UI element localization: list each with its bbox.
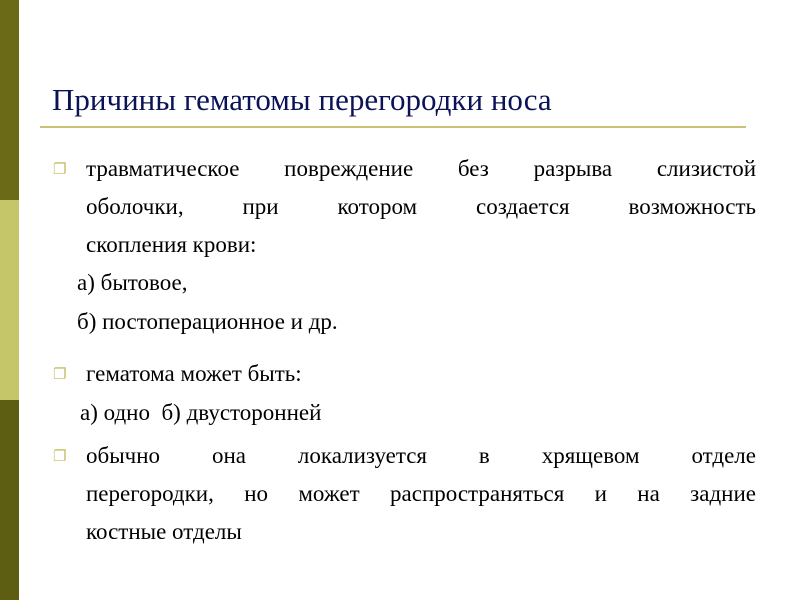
bullet-icon: ❐	[53, 365, 67, 383]
bullet-item-3-line-3: костные отделы	[86, 519, 242, 544]
bullet-item-3-line-1: обычно она локализуется в хрящевом отделе	[86, 443, 756, 468]
stripe-block-light	[0, 200, 19, 400]
bullet-item-3	[86, 437, 756, 551]
bullet-item-3-line-2: перегородки, но может распространяться и на задние	[86, 481, 756, 506]
bullet-icon: ❐	[53, 160, 67, 178]
slide-title: Причины гематомы перегородки носа	[52, 82, 552, 117]
title-underline	[40, 126, 746, 128]
bullet-item-1	[86, 150, 756, 264]
left-decorative-stripe	[0, 0, 19, 600]
sub-item-1a: а) бытовое,	[77, 270, 188, 295]
bullet-item-1-line-2: оболочки, при котором создается возможность	[86, 194, 756, 219]
bullet-icon: ❐	[53, 447, 67, 465]
stripe-block-top	[0, 0, 19, 200]
stripe-block-bottom	[0, 400, 19, 600]
bullet-item-1-line-1: травматическое повреждение без разрыва слизистой	[86, 156, 756, 181]
bullet-item-1-line-3: скопления крови:	[86, 232, 257, 257]
bullet-item-2: гематома может быть:	[86, 361, 302, 386]
sub-item-2a: а) одно б) двусторонней	[80, 400, 322, 425]
sub-item-1b: б) постоперационное и др.	[77, 309, 338, 334]
